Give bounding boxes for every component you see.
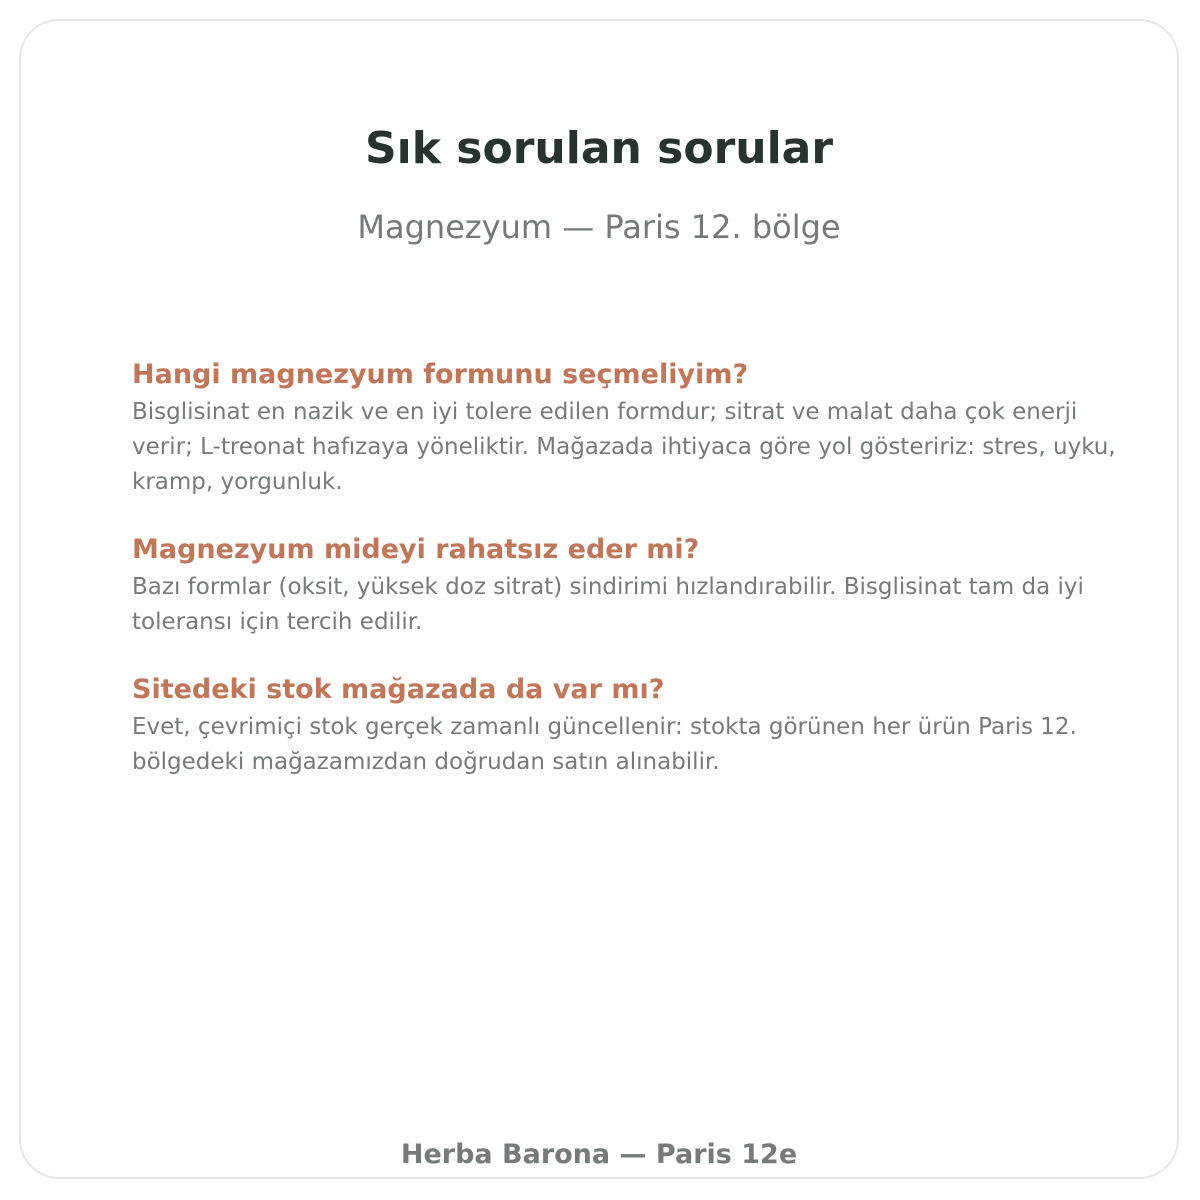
footer-brand: Herba Barona — Paris 12e bbox=[400, 1139, 798, 1170]
faq-item bbox=[132, 355, 1122, 500]
faq-question: Magnezyum mideyi rahatsız eder mi? bbox=[132, 534, 700, 565]
faq-answer: Bisglisinat en nazik ve en iyi tolere edilen formdur; sitrat ve malat daha çok enerji verir; L-treonat hafızaya yöneliktir. Mağazada ihtiyaca göre yol gösteririz: stres, uyku, kramp, yorgunluk. bbox=[132, 399, 1116, 495]
page-subtitle: Magnezyum — Paris 12. bölge bbox=[357, 208, 841, 246]
faq-answer: Evet, çevrimiçi stok gerçek zamanlı güncellenir: stokta görünen her ürün Paris 12. bölgedeki mağazamızdan doğrudan satın alınabilir. bbox=[132, 714, 1077, 775]
faq-item bbox=[132, 530, 1122, 640]
faq-question: Sitedeki stok mağazada da var mı? bbox=[132, 674, 665, 705]
faq-answer: Bazı formlar (oksit, yüksek doz sitrat) sindirimi hızlandırabilir. Bisglisinat tam da iyi toleransı için tercih edilir. bbox=[132, 574, 1084, 635]
faq-question: Hangi magnezyum formunu seçmeliyim? bbox=[132, 359, 749, 390]
faq-list bbox=[132, 355, 1122, 810]
faq-item bbox=[132, 670, 1122, 780]
page-title: Sık sorulan sorular bbox=[364, 123, 834, 174]
faq-card bbox=[19, 19, 1179, 1179]
